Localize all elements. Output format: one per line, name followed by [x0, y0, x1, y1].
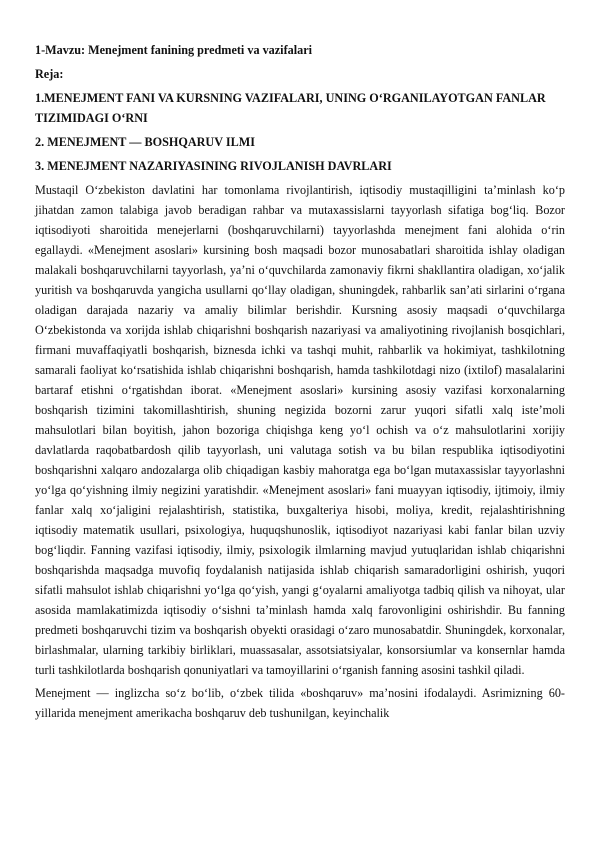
body-paragraph-1: Mustaqil O‘zbekiston davlatini har tomonlama rivojlantirish, iqtisodiy mustaqilligini ta’minlash ko‘p jihatdan zamon talabiga javob beradigan rahbar va mutaxassislarni tayyorlash sifatiga bog‘liq. Bozor iqtisodiyoti sharoitida menejerlarni (boshqaruvchilarni) tayyorlashda menejment fani alohida o‘rin egallaydi. «Menejment asoslari» kursining bosh maqsadi bozor munosabatlari sharoitida ishlay oladigan malakali boshqaruvchilarni tayyorlash, ya’ni o‘quvchilarda zamonaviy fikrni shakllantira oladigan, xo‘jalik yuritish va boshqaruvda yangicha usullarni qo‘llay oladigan, shuningdek, rahbarlik san’ati sirlarini o‘rgana oladigan darajada nazariy va amaliy bilimlar berishdir. Kursning asosiy maqsadi o‘quvchilarga O‘zbekistonda va xorijda ishlab chiqarishni boshqarish nazariyasi va amaliyotining rivojlanish bosqichlari, firmani muvaffaqiyatli boshqarish, biznesda ichki va tashqi muhit, rahbarlik va hokimiyat, tashkilotning samarali faoliyat ko‘rsatishida ishlab chiqarishni boshqarish, hamda tashkilotdagi nizo (ixtilof) masalalarini bartaraf etishni o‘rgatishdan iborat. «Menejment asoslari» kursining asosiy vazifasi korxonalarning boshqarish tizimini takomillashtirish, shuning negizida bozorni zarur yuqori sifatli xalq iste’moli mahsulotlari bilan boyitish, jahon bozoriga chiqishga keng yo‘l ochish va o‘z mahsulotlarini xorijiy davlatlarda raqobatbardosh qilib tayyorlash, uni valutaga sotish va bu bilan respublika iqtisodiyotini boshqarishni xalqaro andozalarga olib chiqadigan kasbiy mahoratga ega bo‘lgan mutaxassislar tayyorlashni yo‘lga qo‘yishning ilmiy negizini yaratishdir. «Menejment asoslari» fani muayyan iqtisodiy, ijtimoiy, ilmiy fanlar xalq xo‘jaligini rejalashtirish, statistika, buxgalteriya hisobi, moliya, kredit, rejalashtirishning iqtisodiy matematik usullari, psixologiya, huquqshunoslik, iqtisodiyot nazariyasi kabi fanlar bilan uzviy bog‘liqdir. Fanning vazifasi iqtisodiy, ilmiy, psixologik ilmlarning mavjud yutuqlaridan ishlab chiqarishni boshqarishda maqsadga muvofiq foydalanish natijasida ishlab chiqarish samaradorligini oshirish, yuqori sifatli mahsulot ishlab chiqarishni yo‘lga qo‘yish, yangi g‘oyalarni amaliyotga tadbiq qilish va nihoyat, ular asosida mamlakatimizda iqtisodiy o‘sishni ta’minlash hamda xalq farovonligini oshirishdir. Bu fanning predmeti boshqaruvchi tizim va boshqarish obyekti orasidagi o‘zaro munosabatdir. Shuningdek, korxonalar, birlashmalar, ularning tarkibiy birliklari, muassasalar, assotsiatsiyalar, konsorsiumlar va konsernlar hamda turli tashkilotlarda boshqarish qonuniyatlari va tamoyillarini o‘rganish fanning asosini tashkil qiladi. — [35, 183, 565, 677]
plan-item-2: 2. MENEJMENT — BOSHQARUV ILMI — [35, 135, 255, 149]
plan-item-3: 3. MENEJMENT NAZARIYASINING RIVOJLANISH DAVRLARI — [35, 159, 392, 173]
plan-label: Reja: — [35, 67, 64, 81]
plan-item-1: 1.MENEJMENT FANI VA KURSNING VAZIFALARI, UNING O‘RGANILAYOTGAN FANLAR TIZIMIDAGI O‘RNI — [35, 91, 546, 125]
body-paragraph-2: Menejment — inglizcha so‘z bo‘lib, o‘zbek tilida «boshqaruv» ma’nosini ifodalaydi. Asrimizning 60-yillarida menejment amerikacha boshqaruv deb tushunilgan, keyinchalik — [35, 686, 565, 720]
document-title: 1-Mavzu: Menejment fanining predmeti va vazifalari — [35, 43, 312, 57]
